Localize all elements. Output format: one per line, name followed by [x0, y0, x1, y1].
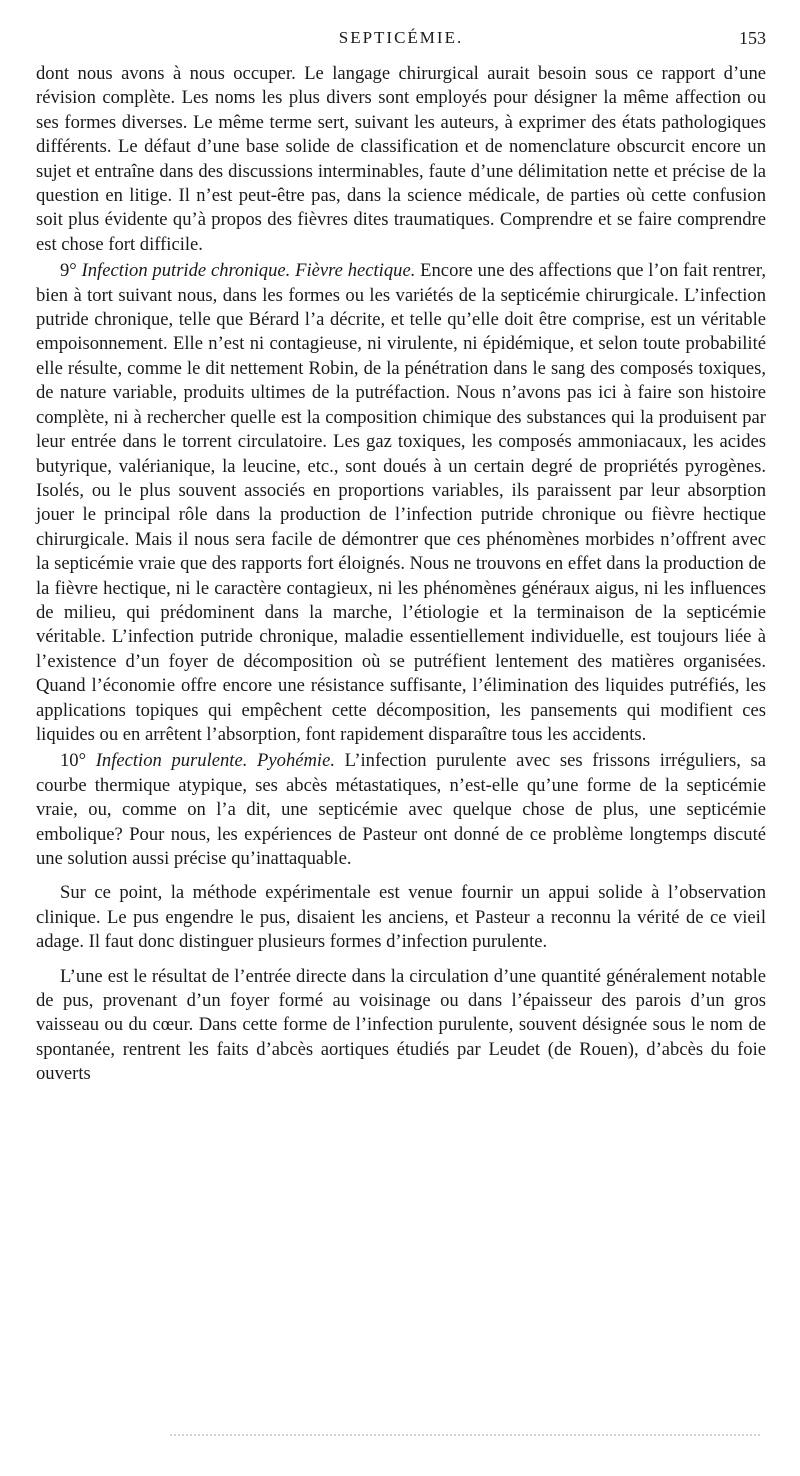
running-title: SEPTICÉMIE. — [338, 28, 464, 47]
paragraph-continuation — [36, 62, 766, 257]
page-number: 153 — [739, 28, 766, 48]
body-text — [36, 62, 766, 1089]
section-title: Infection purulente. Pyohémie. — [95, 750, 335, 772]
running-head — [36, 28, 766, 52]
paragraph-direct-entry — [36, 965, 766, 1087]
paragraph-experimental-method — [36, 881, 766, 954]
paragraph-text: Encore une des affections que l’on fait rentrer, bien à tort suivant nous, dans les formes ou les variétés de la septicémie chirurgicale. L’infection putride chronique, telle que Bérard l’a décrite, et telle qu’elle doit être comprise, est un véritable empoisonnement. Elle n’est ni contagieuse, ni virulente, ni épidémique, et selon toute probabilité elle résulte, comme le dit nettement Robin, de la pénétration dans le sang des composés toxiques, de nature variable, produits ultimes de la putréfaction. Nous n’avons pas ici à faire son histoire complète, ni à rechercher quelle est la composition chimique des substances qui la produisent par leur entrée dans le torrent circulatoire. Les gaz toxiques, les composés ammoniacaux, les acides butyrique, valérianique, la leucine, etc., sont doués à un certain degré de propriétés pyrogènes. Isolés, ou le plus souvent associés en proportions variables, ils paraissent par leur absorption jouer le principal rôle dans la production de l’infection putride chronique ou fièvre hectique chirurgicale. Mais il nous sera facile de démontrer que ces phénomènes morbides n’offrent avec la septicémie vraie que des rapports fort éloignés. Nous ne trouvons en effet dans la production de la fièvre hectique, ni le caractère contagieux, ni les phénomènes généraux aigus, ni les influences de milieu, qui prédominent dans la marche, l’étiologie et la terminaison de la septicémie véritable. L’infection putride chronique, maladie essentiellement individuelle, est toujours liée à l’existence d’un foyer de décomposition où se putréfient lentement des matières organisées. Quand l’économie offre encore une résistance suffisante, l’élimination des liquides putréfiés, les applications topiques qui empêchent cette décomposition, les pansements qui modifient ces liquides ou en arrêtent l’absorption, font rapidement disparaître tous les accidents. — [36, 260, 767, 745]
paragraph-text: dont nous avons à nous occuper. Le langage chirurgical aurait besoin sous ce rapport d’une révision complète. Les noms les plus divers sont employés pour désigner la même affection ou ses formes diverses. Le même terme sert, suivant les auteurs, à exprimer des états pathologiques différents. Le défaut d’une base solide de classification et de nomenclature obscurcit encore un sujet et entraîne dans des discussions interminables, faute d’une délimitation nette et précise de la question en litige. Il n’est peut-être pas, dans la science médicale, de parties où cette confusion soit plus évidente qu’à propos des fièvres dites traumatiques. Comprendre et se faire comprendre est chose fort difficile. — [36, 63, 766, 255]
paragraph-text: L’une est le résultat de l’entrée directe dans la circulation d’une quantité généralement notable de pus, provenant d’un foyer formé au voisinage ou dans l’épaisseur des parois d’un gros vaisseau ou du cœur. Dans cette forme de l’infection purulente, souvent désignée sous le nom de spontanée, rentrent les faits d’abcès aortiques étudiés par Leudet (de Rouen), d’abcès du foie ouverts — [36, 965, 766, 1085]
paragraph-section-9 — [36, 259, 766, 747]
paragraph-text: L’infection purulente avec ses frissons irréguliers, sa courbe thermique atypique, ses abcès métastatiques, n’est-elle qu’une forme de la septicémie vraie, ou, comme on l’a dit, une septicémie avec quelque chose de plus, une septicémie embolique? Pour nous, les expériences de Pasteur ont donné de ce problème longtemps discuté une solution aussi précise qu’inattaquable. — [36, 750, 766, 869]
print-bleed-through — [170, 1434, 760, 1442]
paragraph-text: Sur ce point, la méthode expérimentale est venue fournir un appui solide à l’observation clinique. Le pus engendre le pus, disaient les anciens, et Pasteur a reconnu la vérité de ce vieil adage. Il faut donc distinguer plusieurs formes d’infection purulente. — [36, 882, 766, 953]
section-title: Infection putride chronique. Fièvre hectique. — [81, 260, 416, 282]
section-number: 9° — [60, 260, 77, 282]
paragraph-section-10 — [36, 749, 766, 871]
section-number: 10° — [60, 750, 87, 772]
